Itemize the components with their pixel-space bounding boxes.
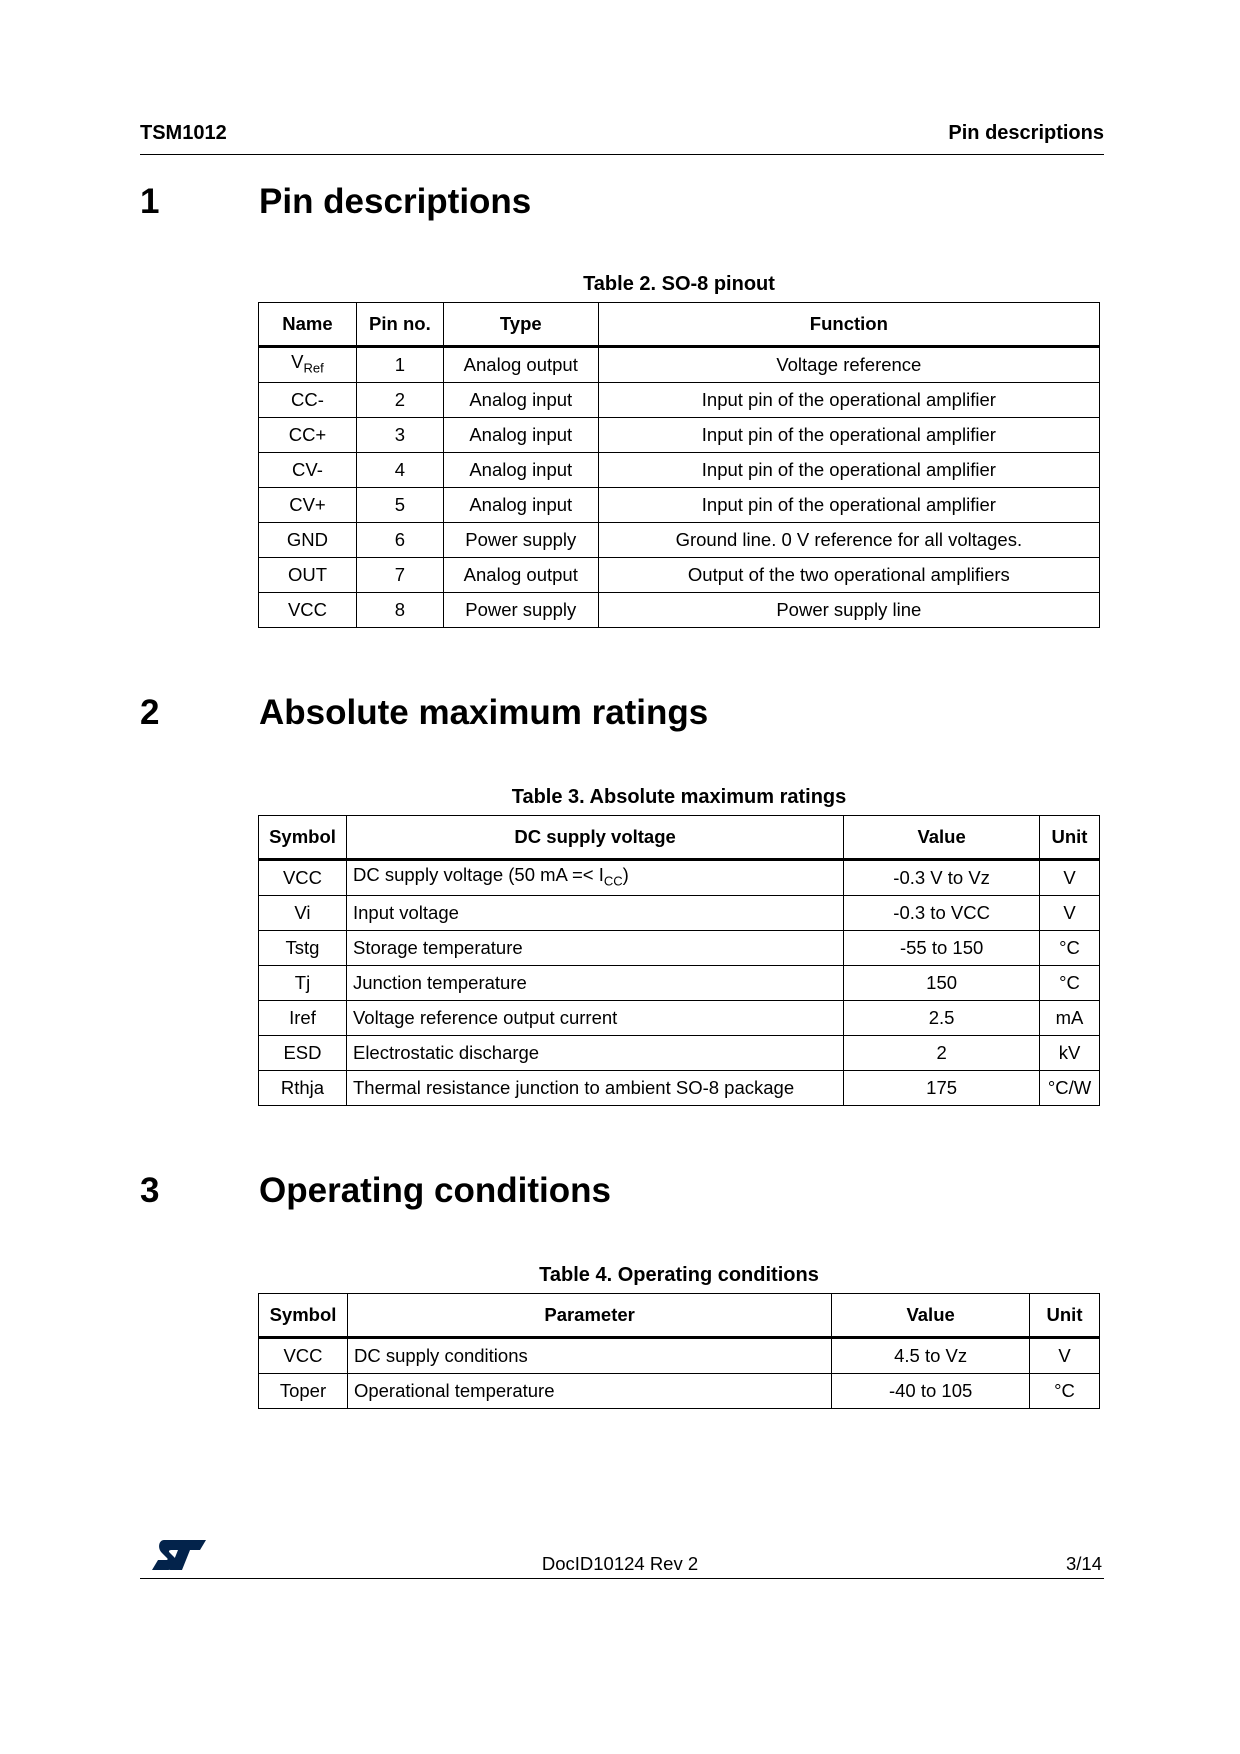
section-number: 3 [140, 1171, 160, 1210]
cell-unit: mA [1039, 1001, 1099, 1036]
cell-value: -0.3 V to Vz [844, 860, 1040, 896]
cell-type: Analog input [443, 383, 598, 418]
cell-type: Power supply [443, 523, 598, 558]
table-3-absolute-maximum-ratings [258, 815, 1100, 1106]
footer-doc-id: DocID10124 Rev 2 [541, 1553, 699, 1574]
cell-name: CC- [259, 383, 357, 418]
table-row [259, 966, 1100, 1001]
header-section-title: Pin descriptions [948, 122, 1104, 144]
cell-unit: V [1039, 860, 1099, 896]
table-row [259, 1338, 1100, 1374]
cell-type: Analog input [443, 488, 598, 523]
table-row [259, 593, 1100, 628]
cell-name: CC+ [259, 418, 357, 453]
cell-function: Input pin of the operational amplifier [598, 383, 1099, 418]
page-header [140, 122, 1104, 145]
cell-function: Input pin of the operational amplifier [598, 453, 1099, 488]
cell-unit: °C [1039, 931, 1099, 966]
header-doc-title: TSM1012 [140, 122, 227, 144]
cell-type: Analog output [443, 347, 598, 383]
cell-symbol: VCC [259, 1338, 348, 1374]
cell-name: GND [259, 523, 357, 558]
cell-pin: 8 [356, 593, 443, 628]
cell-parameter: Thermal resistance junction to ambient SO-8 package [346, 1071, 843, 1106]
cell-name: CV+ [259, 488, 357, 523]
table-row [259, 418, 1100, 453]
cell-function: Voltage reference [598, 347, 1099, 383]
header-rule [140, 154, 1104, 155]
col-header-value: Value [844, 816, 1040, 860]
section-1-heading [140, 182, 531, 222]
col-header-value: Value [832, 1294, 1030, 1338]
table-row [259, 860, 1100, 896]
table-row [259, 347, 1100, 383]
col-header-name: Name [259, 303, 357, 347]
section-2-heading [140, 693, 708, 733]
cell-pin: 3 [356, 418, 443, 453]
cell-value: 2.5 [844, 1001, 1040, 1036]
cell-parameter: Operational temperature [347, 1374, 831, 1409]
cell-name: $V_{Ref}$ [259, 347, 357, 383]
cell-parameter: Voltage reference output current [346, 1001, 843, 1036]
table-row [259, 1001, 1100, 1036]
col-header-pin: Pin no. [356, 303, 443, 347]
cell-value: -40 to 105 [832, 1374, 1030, 1409]
cell-unit: kV [1039, 1036, 1099, 1071]
cell-unit: °C/W [1039, 1071, 1099, 1106]
cell-symbol: ESD [259, 1036, 347, 1071]
cell-symbol: VCC [259, 860, 347, 896]
table-3-caption: Table 3. Absolute maximum ratings [511, 786, 847, 808]
col-header-parameter: DC supply voltage [346, 816, 843, 860]
col-header-unit: Unit [1030, 1294, 1100, 1338]
cell-symbol: Tstg [259, 931, 347, 966]
col-header-function: Function [598, 303, 1099, 347]
cell-parameter: DC supply conditions [347, 1338, 831, 1374]
col-header-symbol: Symbol [259, 1294, 348, 1338]
table-row [259, 453, 1100, 488]
cell-unit: V [1030, 1338, 1100, 1374]
cell-function: Power supply line [598, 593, 1099, 628]
cell-symbol: Toper [259, 1374, 348, 1409]
cell-function: Ground line. 0 V reference for all voltages. [598, 523, 1099, 558]
table-row [259, 931, 1100, 966]
table-row [259, 1036, 1100, 1071]
table-row [259, 1374, 1100, 1409]
cell-function: Input pin of the operational amplifier [598, 418, 1099, 453]
cell-pin: 2 [356, 383, 443, 418]
table-row [259, 896, 1100, 931]
table-row [259, 488, 1100, 523]
col-header-type: Type [443, 303, 598, 347]
section-number: 2 [140, 693, 160, 732]
cell-unit: °C [1030, 1374, 1100, 1409]
cell-parameter: Storage temperature [346, 931, 843, 966]
col-header-parameter: Parameter [347, 1294, 831, 1338]
cell-symbol: Iref [259, 1001, 347, 1036]
section-title: Operating conditions [259, 1171, 611, 1210]
cell-parameter: Electrostatic discharge [346, 1036, 843, 1071]
cell-pin: 5 [356, 488, 443, 523]
cell-value: 175 [844, 1071, 1040, 1106]
table-4-caption: Table 4. Operating conditions [539, 1264, 819, 1286]
cell-name: VCC [259, 593, 357, 628]
cell-value: 150 [844, 966, 1040, 1001]
footer-rule [140, 1578, 1104, 1579]
col-header-symbol: Symbol [259, 816, 347, 860]
cell-symbol: Rthja [259, 1071, 347, 1106]
table-row [259, 383, 1100, 418]
cell-symbol: Tj [259, 966, 347, 1001]
cell-parameter: Input voltage [346, 896, 843, 931]
col-header-unit: Unit [1039, 816, 1099, 860]
section-title: Absolute maximum ratings [259, 693, 709, 732]
section-3-heading [140, 1171, 611, 1211]
table-2-caption: Table 2. SO-8 pinout [583, 273, 775, 295]
cell-symbol: Vi [259, 896, 347, 931]
cell-value: 2 [844, 1036, 1040, 1071]
cell-parameter: DC supply voltage (50 mA =< $I_{CC}$) [346, 860, 843, 896]
cell-type: Power supply [443, 593, 598, 628]
cell-unit: V [1039, 896, 1099, 931]
cell-name: CV- [259, 453, 357, 488]
cell-value: 4.5 to Vz [832, 1338, 1030, 1374]
cell-type: Analog input [443, 453, 598, 488]
cell-pin: 4 [356, 453, 443, 488]
table-row [259, 558, 1100, 593]
cell-value: -55 to 150 [844, 931, 1040, 966]
table-2-pinout [258, 302, 1100, 628]
section-title: Pin descriptions [259, 182, 532, 221]
table-row [259, 523, 1100, 558]
section-number: 1 [140, 182, 160, 221]
cell-function: Output of the two operational amplifiers [598, 558, 1099, 593]
cell-parameter: Junction temperature [346, 966, 843, 1001]
cell-function: Input pin of the operational amplifier [598, 488, 1099, 523]
cell-type: Analog input [443, 418, 598, 453]
table-row [259, 1071, 1100, 1106]
cell-pin: 7 [356, 558, 443, 593]
footer-page-number: 3/14 [1065, 1553, 1102, 1574]
cell-pin: 1 [356, 347, 443, 383]
cell-value: -0.3 to VCC [844, 896, 1040, 931]
table-4-operating-conditions [258, 1293, 1100, 1409]
cell-pin: 6 [356, 523, 443, 558]
cell-unit: °C [1039, 966, 1099, 1001]
cell-type: Analog output [443, 558, 598, 593]
cell-name: OUT [259, 558, 357, 593]
